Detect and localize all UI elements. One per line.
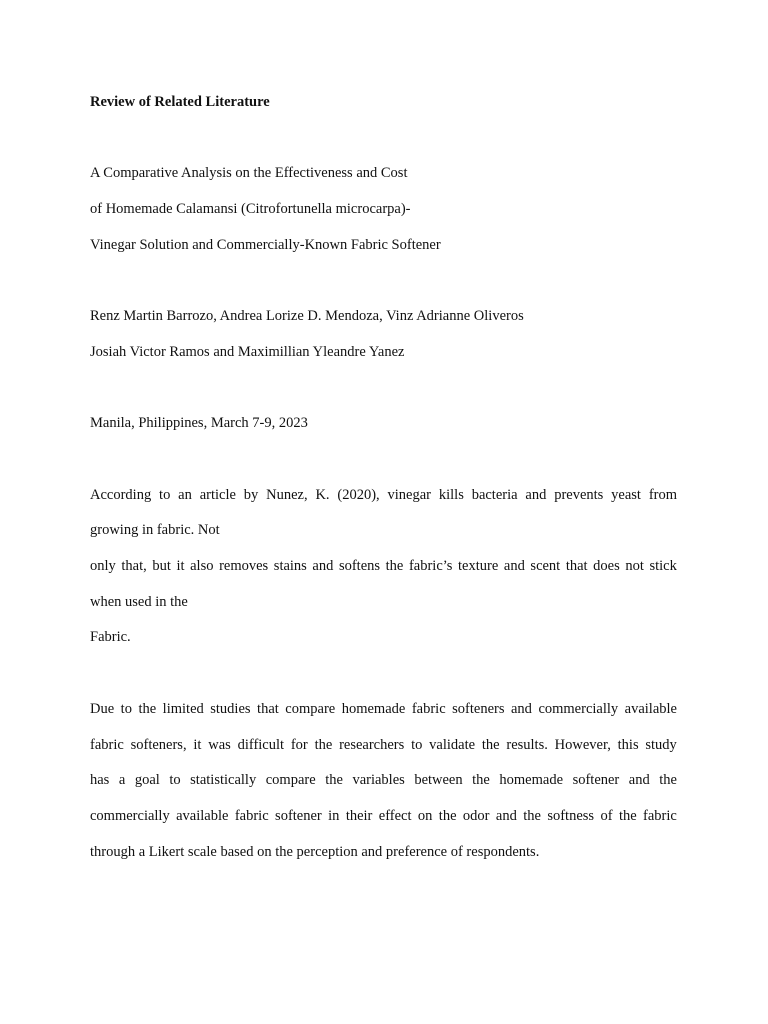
word: their bbox=[345, 808, 373, 824]
word: an bbox=[178, 487, 192, 503]
word: and bbox=[628, 772, 650, 788]
word: studies bbox=[210, 701, 251, 717]
word: to bbox=[169, 772, 181, 788]
paragraph-2-line-1 bbox=[90, 700, 677, 718]
word: by bbox=[243, 487, 259, 503]
word: odor bbox=[462, 808, 490, 824]
word: the bbox=[659, 772, 677, 788]
word: bacteria bbox=[471, 487, 518, 503]
word: Nunez, bbox=[266, 487, 308, 503]
paragraph-1-line-3 bbox=[90, 557, 677, 575]
word: has bbox=[90, 772, 110, 788]
word: commercially bbox=[538, 701, 619, 717]
word: softener bbox=[275, 808, 322, 824]
word: the bbox=[438, 808, 457, 824]
word: researchers bbox=[339, 737, 405, 753]
word: only bbox=[90, 558, 116, 574]
section-heading: Review of Related Literature bbox=[90, 94, 270, 110]
word: goal bbox=[134, 772, 160, 788]
word: fabric bbox=[90, 737, 124, 753]
paragraph-2-line-4 bbox=[90, 807, 677, 825]
word: softeners bbox=[452, 701, 505, 717]
word: yeast bbox=[611, 487, 641, 503]
word: the bbox=[481, 737, 500, 753]
word: variables bbox=[352, 772, 405, 788]
word: to bbox=[411, 737, 423, 753]
word: of bbox=[600, 808, 613, 824]
word: to bbox=[120, 701, 132, 717]
word: the bbox=[325, 772, 343, 788]
authors-line-2: Josiah Victor Ramos and Maximillian Yleandre Yanez bbox=[90, 344, 405, 360]
word: in bbox=[328, 808, 340, 824]
word: compare bbox=[285, 701, 336, 717]
authors-line-1: Renz Martin Barrozo, Andrea Lorize D. Mendoza, Vinz Adrianne Oliveros bbox=[90, 308, 524, 324]
word: difficult bbox=[237, 737, 285, 753]
paragraph-1-line-4: when used in the bbox=[90, 594, 188, 610]
word: fabric bbox=[234, 808, 269, 824]
word: fabric bbox=[643, 808, 677, 824]
word: it bbox=[176, 558, 185, 574]
word: and bbox=[511, 701, 532, 717]
word: study bbox=[645, 737, 677, 753]
word: it bbox=[193, 737, 202, 753]
word: not bbox=[625, 558, 644, 574]
paragraph-1-line-2: growing in fabric. Not bbox=[90, 522, 220, 538]
word: and bbox=[525, 487, 547, 503]
word: prevents bbox=[554, 487, 604, 503]
word: that bbox=[257, 701, 279, 717]
word: and bbox=[503, 558, 525, 574]
paragraph-2-line-2 bbox=[90, 736, 677, 754]
word: According bbox=[90, 487, 152, 503]
word: and bbox=[312, 558, 334, 574]
word: that bbox=[565, 558, 588, 574]
word: the bbox=[138, 701, 157, 717]
word: results. bbox=[506, 737, 548, 753]
word: (2020), bbox=[337, 487, 380, 503]
word: scent bbox=[530, 558, 561, 574]
title-line-2: of Homemade Calamansi (Citrofortunella microcarpa)- bbox=[90, 201, 411, 217]
word: Due bbox=[90, 701, 115, 717]
word: does bbox=[593, 558, 620, 574]
word: K. bbox=[315, 487, 330, 503]
word: validate bbox=[429, 737, 476, 753]
word: softener bbox=[572, 772, 620, 788]
title-line-1: A Comparative Analysis on the Effectiveness and Cost bbox=[90, 165, 408, 181]
word: fabric bbox=[411, 701, 446, 717]
word: for bbox=[290, 737, 308, 753]
document-page bbox=[90, 0, 677, 1024]
word: kills bbox=[438, 487, 464, 503]
word: available bbox=[176, 808, 229, 824]
word: article bbox=[199, 487, 236, 503]
word: a bbox=[118, 772, 126, 788]
location-date: Manila, Philippines, March 7-9, 2023 bbox=[90, 415, 308, 431]
paragraph-2-line-5: through a Likert scale based on the perception and preference of respondents. bbox=[90, 844, 540, 860]
word: removes bbox=[219, 558, 269, 574]
paragraph-1-line-5: Fabric. bbox=[90, 629, 131, 645]
word: that, bbox=[121, 558, 147, 574]
word: softness bbox=[547, 808, 595, 824]
word: this bbox=[617, 737, 639, 753]
word: stick bbox=[649, 558, 677, 574]
word: available bbox=[624, 701, 677, 717]
word: However, bbox=[554, 737, 611, 753]
word: but bbox=[152, 558, 171, 574]
word: fabric’s bbox=[408, 558, 453, 574]
paragraph-2-line-3 bbox=[90, 771, 677, 789]
paragraph-1-line-1 bbox=[90, 486, 677, 504]
word: and bbox=[495, 808, 517, 824]
word: also bbox=[190, 558, 214, 574]
word: to bbox=[159, 487, 171, 503]
word: between bbox=[414, 772, 463, 788]
word: limited bbox=[162, 701, 204, 717]
word: the bbox=[618, 808, 637, 824]
word: the bbox=[314, 737, 333, 753]
word: the bbox=[472, 772, 490, 788]
word: the bbox=[385, 558, 404, 574]
title-line-3: Vinegar Solution and Commercially-Known Fabric Softener bbox=[90, 237, 441, 253]
word: homemade bbox=[341, 701, 406, 717]
word: stains bbox=[273, 558, 307, 574]
word: statistically bbox=[190, 772, 257, 788]
word: homemade bbox=[499, 772, 564, 788]
word: compare bbox=[265, 772, 316, 788]
word: on bbox=[417, 808, 433, 824]
word: vinegar bbox=[387, 487, 432, 503]
word: texture bbox=[458, 558, 499, 574]
word: was bbox=[208, 737, 231, 753]
word: softeners, bbox=[130, 737, 187, 753]
word: commercially bbox=[90, 808, 170, 824]
word: effect bbox=[378, 808, 412, 824]
word: from bbox=[648, 487, 677, 503]
word: the bbox=[523, 808, 541, 824]
word: softens bbox=[338, 558, 381, 574]
